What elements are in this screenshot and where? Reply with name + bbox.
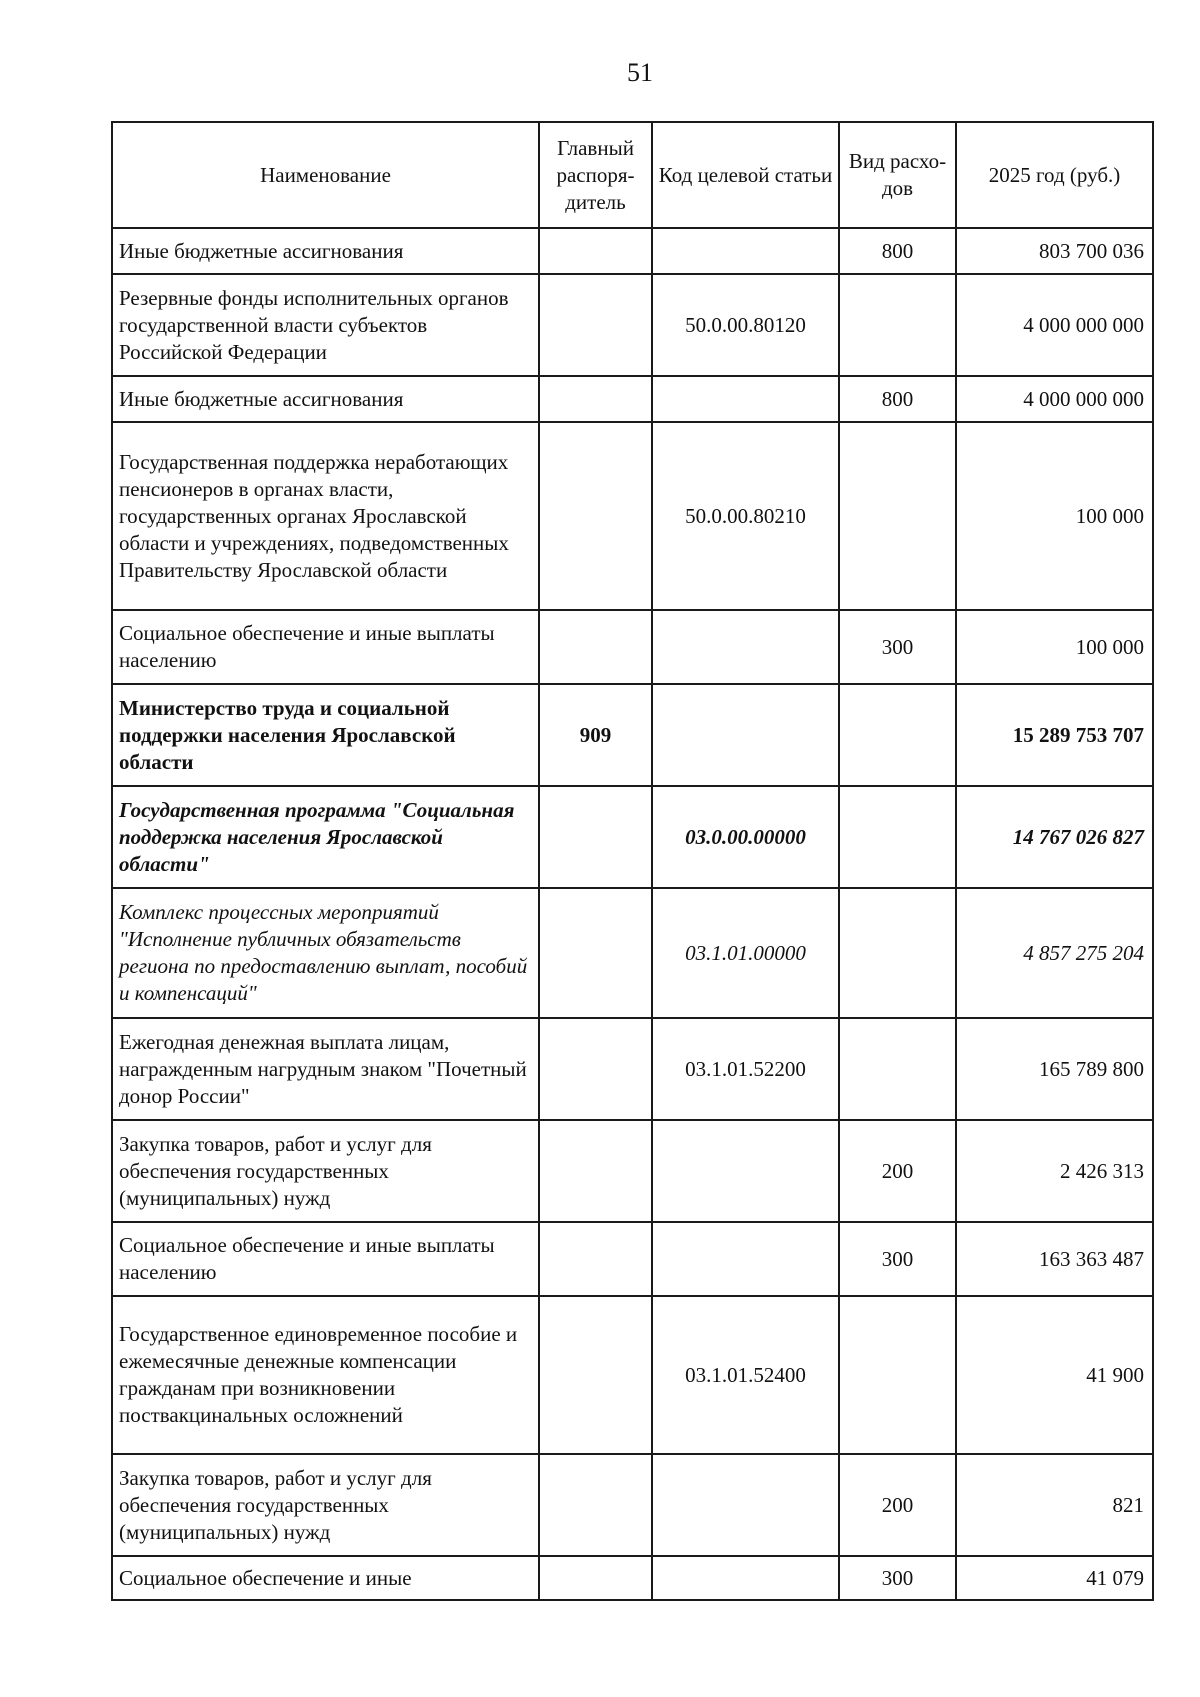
row-type: 300 [839,1222,956,1296]
row-amount: 163 363 487 [956,1222,1153,1296]
row-amount: 100 000 [956,422,1153,610]
table-row [112,422,1153,610]
table-row [112,1454,1153,1556]
row-administrator [539,1296,652,1454]
budget-table [111,121,1154,1601]
row-amount: 100 000 [956,610,1153,684]
row-code: 50.0.00.80210 [652,422,839,610]
row-type: 800 [839,228,956,274]
row-code [652,1556,839,1600]
table-row [112,274,1153,376]
row-type [839,274,956,376]
table-row [112,1120,1153,1222]
row-amount: 4 000 000 000 [956,376,1153,422]
row-administrator [539,422,652,610]
row-type [839,684,956,786]
row-name: Резервные фонды исполнительных органов государственной власти субъектов Российской Федерации [112,274,539,376]
row-name: Государственная программа "Социальная поддержка населения Ярославской области" [112,786,539,888]
row-administrator [539,1222,652,1296]
table-row [112,610,1153,684]
row-amount: 41 900 [956,1296,1153,1454]
header-expense-type: Вид расхо-дов [839,122,956,228]
row-type [839,888,956,1018]
row-type [839,422,956,610]
table-row [112,1296,1153,1454]
header-target-code: Код целевой статьи [652,122,839,228]
row-name: Закупка товаров, работ и услуг для обеспечения государственных (муниципальных) нужд [112,1454,539,1556]
row-amount: 4 000 000 000 [956,274,1153,376]
table-row [112,1222,1153,1296]
row-administrator [539,274,652,376]
row-amount: 2 426 313 [956,1120,1153,1222]
row-code: 03.1.01.52400 [652,1296,839,1454]
row-code: 03.1.01.00000 [652,888,839,1018]
row-administrator [539,376,652,422]
row-amount: 803 700 036 [956,228,1153,274]
row-code [652,1222,839,1296]
row-name: Иные бюджетные ассигнования [112,228,539,274]
row-administrator: 909 [539,684,652,786]
row-type: 200 [839,1120,956,1222]
header-administrator: Главный распоря-дитель [539,122,652,228]
row-administrator [539,228,652,274]
row-name: Ежегодная денежная выплата лицам, награжденным нагрудным знаком "Почетный донор России" [112,1018,539,1120]
row-amount: 15 289 753 707 [956,684,1153,786]
row-administrator [539,1454,652,1556]
row-amount: 4 857 275 204 [956,888,1153,1018]
row-name: Иные бюджетные ассигнования [112,376,539,422]
page-number: 51 [627,58,653,87]
table-row-complex [112,888,1153,1018]
row-type: 300 [839,610,956,684]
row-code [652,610,839,684]
row-type [839,1018,956,1120]
row-type [839,786,956,888]
table-row [112,228,1153,274]
row-administrator [539,888,652,1018]
table-row-program [112,786,1153,888]
row-type: 300 [839,1556,956,1600]
row-name: Министерство труда и социальной поддержки населения Ярославской области [112,684,539,786]
row-code [652,228,839,274]
table-row [112,1556,1153,1600]
row-name: Социальное обеспечение и иные выплаты населению [112,1222,539,1296]
row-administrator [539,786,652,888]
row-code: 03.1.01.52200 [652,1018,839,1120]
row-name: Государственная поддержка неработающих пенсионеров в органах власти, государственных органах Ярославской области и учреждениях, подведомственных Правительству Ярославской области [112,422,539,610]
row-administrator [539,1120,652,1222]
table-row-ministry [112,684,1153,786]
row-amount: 14 767 026 827 [956,786,1153,888]
row-type: 200 [839,1454,956,1556]
row-amount: 821 [956,1454,1153,1556]
table-header-row [112,122,1153,228]
row-name: Социальное обеспечение и иные [112,1556,539,1600]
row-name: Социальное обеспечение и иные выплаты населению [112,610,539,684]
header-amount: 2025 год (руб.) [956,122,1153,228]
row-administrator [539,610,652,684]
row-name: Комплекс процессных мероприятий "Исполнение публичных обязательств региона по предоставлению выплат, пособий и компенсаций" [112,888,539,1018]
row-code [652,1120,839,1222]
row-administrator [539,1556,652,1600]
row-amount: 165 789 800 [956,1018,1153,1120]
table-row [112,376,1153,422]
table-row [112,1018,1153,1120]
row-type: 800 [839,376,956,422]
row-name: Государственное единовременное пособие и ежемесячные денежные компенсации гражданам при возникновении поствакцинальных осложнений [112,1296,539,1454]
row-code: 50.0.00.80120 [652,274,839,376]
row-code: 03.0.00.00000 [652,786,839,888]
row-code [652,376,839,422]
row-amount: 41 079 [956,1556,1153,1600]
row-code [652,1454,839,1556]
row-administrator [539,1018,652,1120]
row-name: Закупка товаров, работ и услуг для обеспечения государственных (муниципальных) нужд [112,1120,539,1222]
row-type [839,1296,956,1454]
header-name: Наименование [112,122,539,228]
row-code [652,684,839,786]
